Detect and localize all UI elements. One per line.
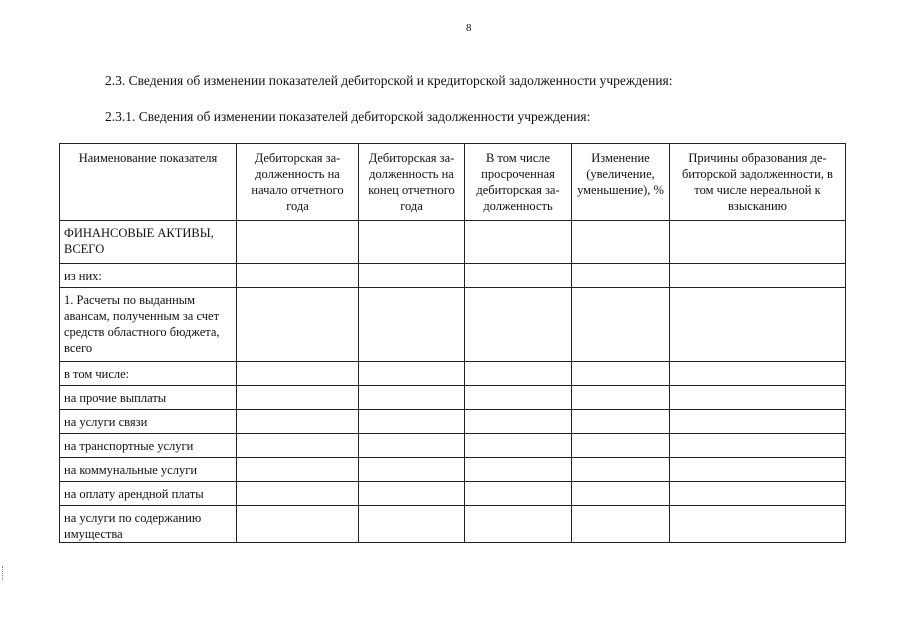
table-row: [60, 386, 846, 410]
table-cell: [572, 458, 670, 482]
table-cell: [465, 264, 572, 288]
table-cell: [670, 264, 846, 288]
table-cell: [670, 434, 846, 458]
table-cell: [237, 458, 359, 482]
table-header-row: [60, 144, 846, 221]
section-heading: 2.3. Сведения об изменении показателей дебиторской и кредиторской задолженности учреждения:: [105, 73, 673, 88]
table-cell: [670, 288, 846, 362]
table-cell: [359, 458, 465, 482]
table-cell: [572, 482, 670, 506]
table-cell: [572, 221, 670, 264]
subsection-heading: 2.3.1. Сведения об изменении показателей дебиторской задолженности учреждения:: [105, 109, 591, 124]
table-cell: [465, 362, 572, 386]
row-label: ФИНАНСОВЫЕ АКТИВЫ, ВСЕГО: [60, 221, 237, 264]
row-label: на транспортные услуги: [60, 434, 237, 458]
table-cell: [359, 434, 465, 458]
table-cell: [670, 506, 846, 543]
table-cell: [572, 362, 670, 386]
table-row: [60, 410, 846, 434]
table-cell: [572, 264, 670, 288]
table-row: [60, 434, 846, 458]
table-row: [60, 362, 846, 386]
table-cell: [465, 434, 572, 458]
column-header-debt-start: Дебиторская за-долженность на начало отчетного года: [237, 144, 359, 221]
table-cell: [237, 386, 359, 410]
table-cell: [359, 221, 465, 264]
column-header-reasons: Причины образования де-биторской задолженности, в том числе нереальной к взысканию: [670, 144, 846, 221]
table-cell: [359, 264, 465, 288]
table-cell: [465, 458, 572, 482]
row-label: на коммунальные услуги: [60, 458, 237, 482]
table-cell: [237, 410, 359, 434]
table-cell: [237, 362, 359, 386]
table-cell: [359, 506, 465, 543]
column-header-change: Изменение (увеличение, уменьшение), %: [572, 144, 670, 221]
table-cell: [465, 221, 572, 264]
table-cell: [359, 288, 465, 362]
table-cell: [465, 386, 572, 410]
table-row: [60, 221, 846, 264]
table-cell: [465, 506, 572, 543]
table-cell: [572, 410, 670, 434]
table-cell: [237, 264, 359, 288]
table-cell: [465, 482, 572, 506]
row-label: на оплату арендной платы: [60, 482, 237, 506]
page-number: 8: [466, 22, 472, 34]
table-cell: [670, 362, 846, 386]
row-label: на прочие выплаты: [60, 386, 237, 410]
receivables-table: [59, 143, 846, 543]
table-cell: [359, 482, 465, 506]
table-cell: [359, 362, 465, 386]
table-cell: [465, 410, 572, 434]
column-header-indicator: Наименование показателя: [60, 144, 237, 221]
table-row: [60, 264, 846, 288]
row-label: на услуги связи: [60, 410, 237, 434]
row-label: на услуги по содержанию имущества: [60, 506, 237, 543]
table-row: [60, 288, 846, 362]
table-cell: [237, 221, 359, 264]
table-cell: [359, 410, 465, 434]
table-cell: [670, 386, 846, 410]
table-cell: [670, 410, 846, 434]
table-cell: [670, 482, 846, 506]
scan-edge-mark: [2, 566, 5, 580]
table-cell: [572, 386, 670, 410]
table-cell: [465, 288, 572, 362]
table-row: [60, 458, 846, 482]
row-label: из них:: [60, 264, 237, 288]
row-label: 1. Расчеты по выданным авансам, полученным за счет средств областного бюджета, всего: [60, 288, 237, 362]
table-row: [60, 482, 846, 506]
table-cell: [359, 386, 465, 410]
table-cell: [670, 458, 846, 482]
table-cell: [237, 434, 359, 458]
column-header-overdue: В том числе просроченная дебиторская за-долженность: [465, 144, 572, 221]
table-cell: [237, 288, 359, 362]
table-cell: [572, 434, 670, 458]
table-cell: [237, 506, 359, 543]
table-cell: [670, 221, 846, 264]
table-cell: [572, 506, 670, 543]
row-label: в том числе:: [60, 362, 237, 386]
column-header-debt-end: Дебиторская за-долженность на конец отчетного года: [359, 144, 465, 221]
table-cell: [237, 482, 359, 506]
table-row: [60, 506, 846, 543]
table-cell: [572, 288, 670, 362]
